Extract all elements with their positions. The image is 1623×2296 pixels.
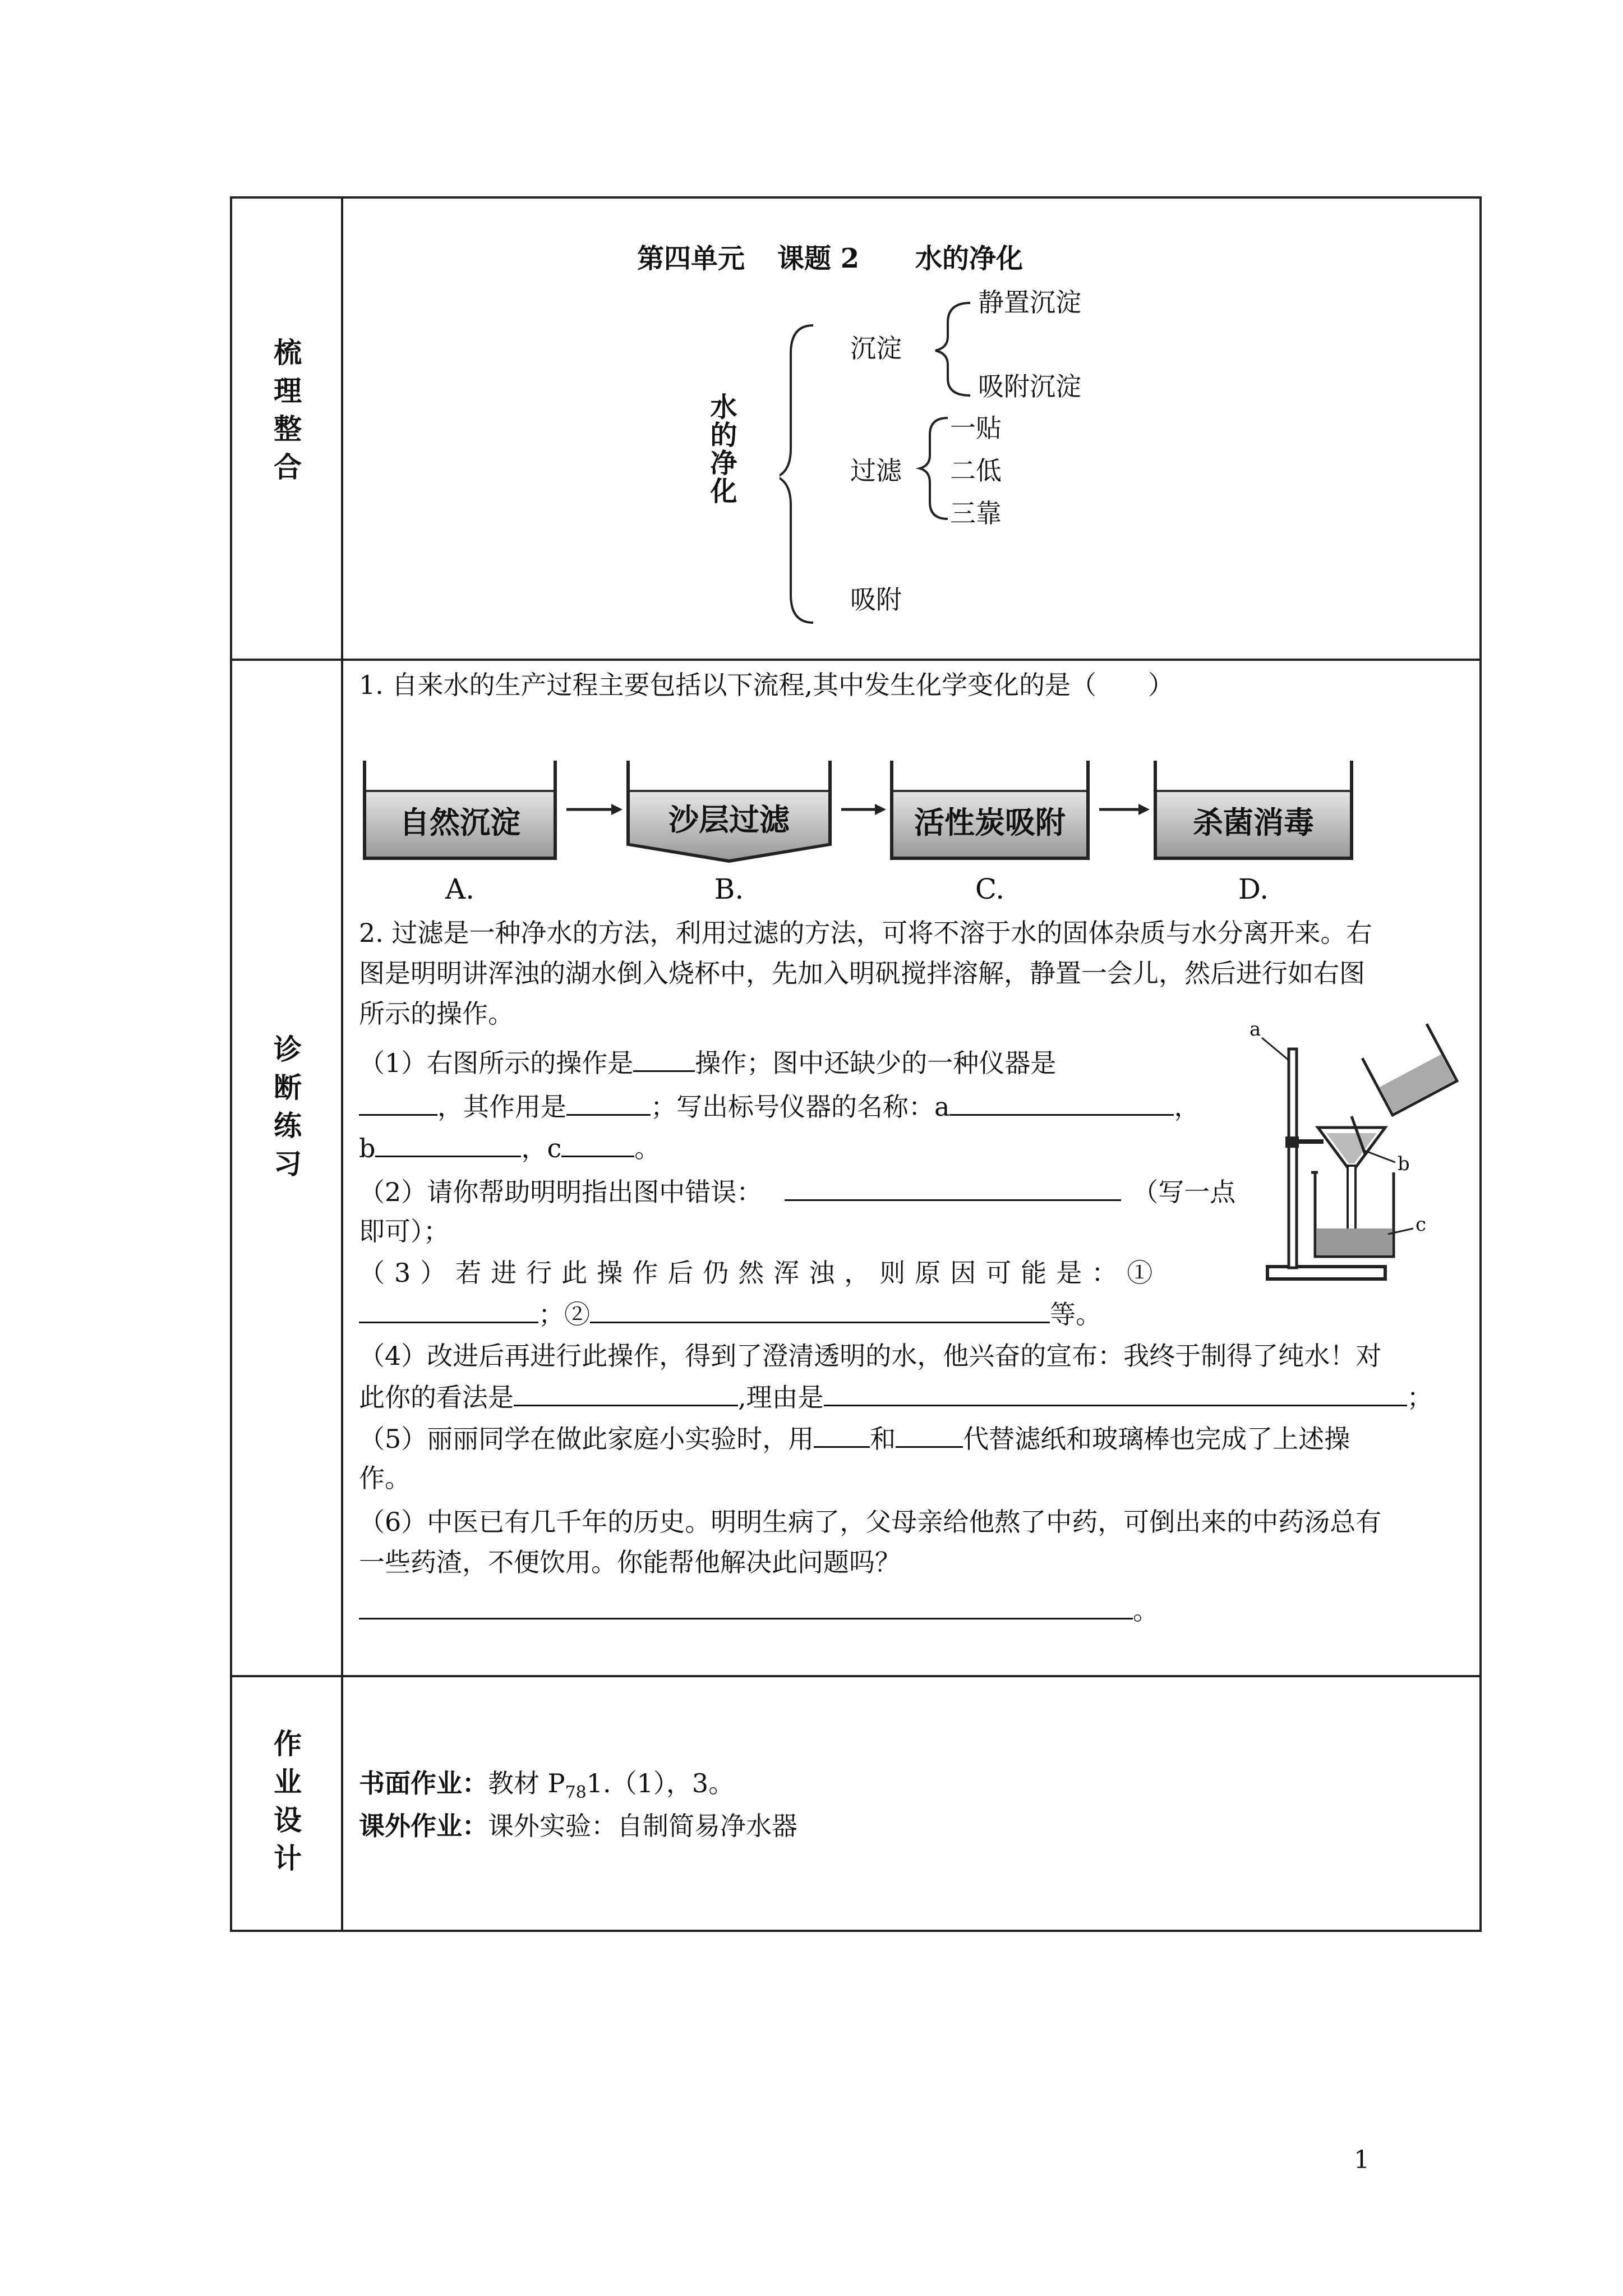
text: （5）丽丽同学在做此家庭小实验时，用 bbox=[359, 1424, 814, 1454]
text: ,理由是 bbox=[738, 1382, 824, 1412]
text: （1）右图所示的操作是 bbox=[359, 1048, 634, 1078]
section-label-review: 梳理整合 bbox=[269, 338, 302, 490]
branch-adsorb: 吸附 bbox=[850, 585, 902, 615]
flow-step-label: 沙层过滤 bbox=[668, 802, 790, 838]
text: 代替滤纸和玻璃棒也完成了上述操 bbox=[963, 1424, 1350, 1454]
flow-option-letter: C. bbox=[975, 873, 1005, 905]
answer-blank-1[interactable] bbox=[359, 1296, 538, 1323]
water-treatment-flow-figure bbox=[359, 746, 1402, 909]
branch-filter-1: 一贴 bbox=[950, 413, 1002, 443]
question-2-part-1-line-2 bbox=[359, 1088, 1200, 1124]
flow-step-label: 杀菌消毒 bbox=[1193, 804, 1314, 840]
answer-blank[interactable] bbox=[633, 1045, 695, 1072]
question-2-part-6-line-1: （6）中医已有几千年的历史。明明生病了，父母亲给他熬了中药，可倒出来的中药汤总有 bbox=[359, 1507, 1382, 1537]
text: ；② bbox=[538, 1299, 590, 1329]
text: ， bbox=[1174, 1092, 1200, 1122]
question-2-part-5-line-1 bbox=[359, 1420, 1350, 1456]
text: b bbox=[359, 1133, 376, 1163]
text: 操作；图中还缺少的一种仪器是 bbox=[695, 1048, 1057, 1078]
text: ，c bbox=[521, 1133, 562, 1163]
page-number: 1 bbox=[1354, 2146, 1370, 2174]
answer-blank[interactable] bbox=[566, 1088, 651, 1116]
lesson-title-unit: 第四单元 bbox=[637, 243, 745, 274]
text: （写一点 bbox=[1132, 1177, 1236, 1207]
text: ； bbox=[1407, 1382, 1433, 1412]
question-2-part-1-line-3 bbox=[359, 1130, 660, 1166]
text: 课外实验：自制简易净水器 bbox=[488, 1811, 797, 1841]
text: 。 bbox=[634, 1133, 661, 1163]
answer-blank[interactable] bbox=[896, 1420, 963, 1448]
text: 。 bbox=[1133, 1595, 1159, 1626]
branch-sediment-static: 静置沉淀 bbox=[978, 287, 1081, 318]
row-divider-2 bbox=[230, 1675, 1482, 1677]
question-2-part-1-line-1 bbox=[359, 1045, 1056, 1080]
mindmap-root: 水的净化 bbox=[706, 393, 737, 505]
question-2-part-2 bbox=[359, 1174, 1235, 1209]
answer-blank[interactable] bbox=[359, 1088, 437, 1116]
table-border-right bbox=[1479, 196, 1482, 1932]
lesson-title-topic: 课题 2 bbox=[777, 243, 860, 274]
row-divider-1 bbox=[230, 659, 1482, 661]
text: 和 bbox=[870, 1424, 896, 1454]
question-2-line-3: 所示的操作。 bbox=[359, 999, 514, 1029]
question-2-part-4-line-2 bbox=[359, 1379, 1433, 1415]
answer-blank[interactable] bbox=[359, 1592, 1133, 1619]
question-2-line-1: 2. 过滤是一种净水的方法，利用过滤的方法，可将不溶于水的固体杂质与水分离开来。右 bbox=[359, 918, 1372, 948]
flow-option-letter: D. bbox=[1238, 873, 1269, 905]
filtration-apparatus-figure bbox=[1245, 1004, 1469, 1296]
branch-filter: 过滤 bbox=[850, 455, 902, 486]
branch-sediment-adsorb: 吸附沉淀 bbox=[978, 371, 1081, 402]
answer-blank-view[interactable] bbox=[514, 1379, 738, 1406]
homework-extra bbox=[359, 1809, 797, 1843]
branch-filter-2: 二低 bbox=[950, 455, 1002, 486]
flow-option-letter: A. bbox=[445, 873, 475, 905]
column-divider bbox=[341, 196, 343, 1932]
answer-blank[interactable] bbox=[785, 1174, 1121, 1201]
lesson-title-name: 水的净化 bbox=[915, 243, 1023, 274]
question-2-part-2-cont: 即可）； bbox=[359, 1216, 449, 1246]
answer-blank[interactable] bbox=[814, 1420, 870, 1448]
text: 此你的看法是 bbox=[359, 1382, 514, 1412]
figure-label-b: b bbox=[1398, 1153, 1410, 1175]
text: （2）请你帮助明明指出图中错误： bbox=[359, 1177, 763, 1207]
figure-label-c: c bbox=[1415, 1213, 1427, 1236]
homework-extra-label: 课外作业： bbox=[359, 1811, 488, 1841]
table-border-bottom bbox=[230, 1930, 1482, 1932]
flow-step-label: 活性炭吸附 bbox=[914, 804, 1066, 840]
text: 教材 P bbox=[488, 1768, 565, 1798]
branch-filter-3: 三靠 bbox=[950, 498, 1002, 528]
text: 1.（1），3。 bbox=[586, 1768, 735, 1798]
section-label-practice: 诊断练习 bbox=[269, 1034, 302, 1187]
answer-blank-a[interactable] bbox=[949, 1088, 1174, 1116]
question-1: 1. 自来水的生产过程主要包括以下流程,其中发生化学变化的是（ ） bbox=[359, 670, 1174, 700]
figure-label-a: a bbox=[1249, 1018, 1261, 1041]
table-border-top bbox=[230, 196, 1482, 199]
page-subscript: 78 bbox=[565, 1783, 587, 1802]
answer-blank-c[interactable] bbox=[561, 1130, 634, 1157]
question-2-part-4-line-1: （4）改进后再进行此操作，得到了澄清透明的水，他兴奋的宣布：我终于制得了纯水！对 bbox=[359, 1341, 1382, 1371]
section-label-homework: 作业设计 bbox=[269, 1729, 302, 1881]
question-2-part-3-line-2 bbox=[359, 1296, 1101, 1332]
question-2-part-3-line-1: （3）若进行此操作后仍然浑浊，则原因可能是：① bbox=[359, 1258, 1163, 1288]
text: ，其作用是 bbox=[437, 1092, 566, 1122]
question-2-part-5-line-2: 作。 bbox=[359, 1463, 411, 1493]
flow-step-label: 自然沉淀 bbox=[399, 804, 520, 840]
question-2-line-2: 图是明明讲浑浊的湖水倒入烧杯中，先加入明矾搅拌溶解，静置一会儿，然后进行如右图 bbox=[359, 958, 1365, 988]
homework-written-label: 书面作业： bbox=[359, 1768, 488, 1798]
text: 等。 bbox=[1050, 1299, 1101, 1329]
text: ；写出标号仪器的名称：a bbox=[651, 1092, 950, 1122]
answer-blank-b[interactable] bbox=[375, 1130, 521, 1157]
answer-blank-2[interactable] bbox=[590, 1296, 1050, 1323]
answer-blank-reason[interactable] bbox=[824, 1379, 1407, 1406]
branch-sediment: 沉淀 bbox=[850, 333, 902, 364]
question-2-part-6-line-3 bbox=[359, 1592, 1159, 1628]
homework-written bbox=[359, 1766, 734, 1810]
question-2-part-6-line-2: 一些药渣，不便饮用。你能帮他解决此问题吗？ bbox=[359, 1547, 901, 1577]
flow-option-letter: B. bbox=[714, 873, 744, 905]
